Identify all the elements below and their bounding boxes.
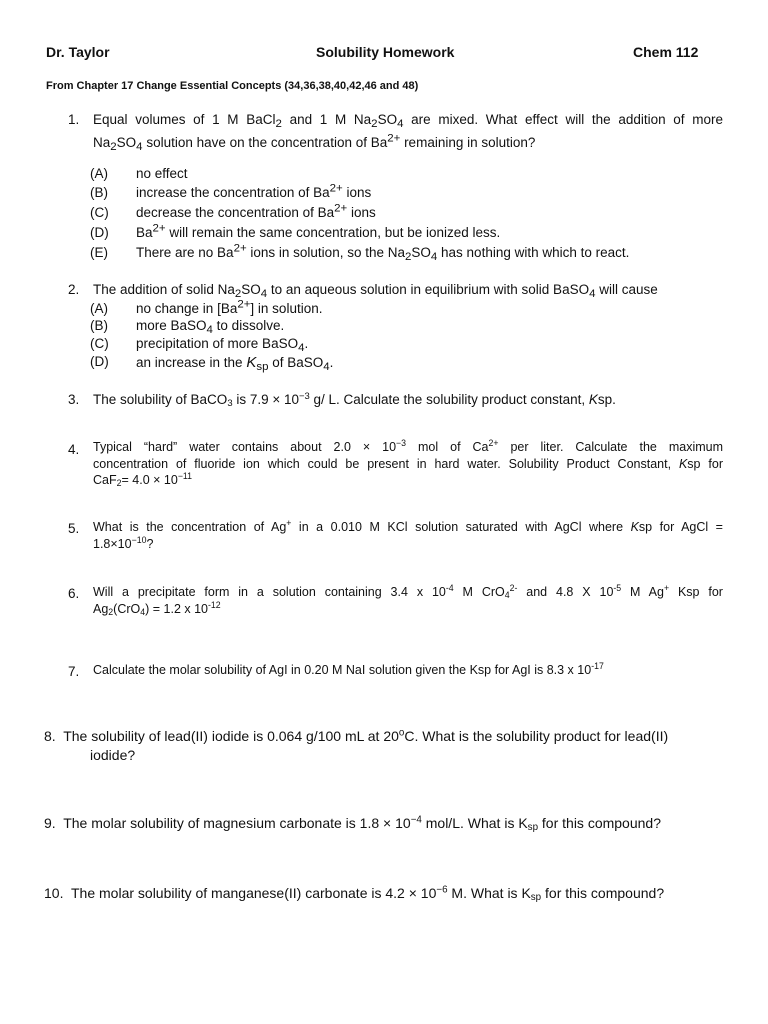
- question-text: [93, 108, 723, 154]
- question-text: [93, 519, 723, 552]
- question-line: What is the concentration of Ag+ in a 0.010 M KCl solution saturated with AgCl where Ksp for AgCl =: [93, 518, 723, 534]
- question-3: [68, 388, 728, 410]
- question-text: [93, 439, 723, 489]
- chapter-subtitle: From Chapter 17 Change Essential Concepts (34,36,38,40,42,46 and 48): [46, 80, 419, 92]
- question-line: concentration of fluoride ion which could be present in hard water. Solubility Product Constant, Ksp for: [93, 456, 723, 471]
- question-4: [68, 438, 723, 490]
- question-line: iodide?: [90, 747, 136, 763]
- question-number: 3.: [68, 392, 80, 407]
- question-text: Calculate the molar solubility of AgI in 0.20 M NaI solution given the Ksp for AgI is 8.3 x $10^{-17}$: [93, 661, 604, 677]
- question-number: 4.: [68, 442, 80, 457]
- question-number: 6.: [68, 586, 80, 601]
- question-line: Typical “hard” water contains about $2.0 \times 10^{-3}$ mol of $Ca^{2+}$ per liter. Calculate the maximum: [93, 438, 723, 454]
- question-text: The addition of solid $Na_2SO_4$ to an aqueous solution in equilibrium with solid BaSO$_4$ will cause: [93, 282, 658, 300]
- document-page: Dr. Taylor Solubility Homework Chem 112 From Chapter 17 Change Essential Concepts (34,36,38,40,42,46 and 48) 1. Equal volumes of 1 M BaCl$_2$ and 1 M $Na_2SO_4$ are mixed. What effect will the addition of more $Na_2SO_4$ solution have on the concentration of $Ba^{2+}$ remaining in solution? (A) no effect (B) increase the concentration of $Ba^{2+}$ ions (C) decrease the concentration of $Ba^{2+}$ ions (D) $Ba^{2+}$ will remain the same concentration, but be ionized less. (E) There are no $Ba^{2+}$ ions in solution, so the $Na_2SO_4$ has nothing with which to react. 2. The addition of solid $Na_2SO_4$ to an aqueous solution in equilibrium with solid BaSO$_4$ will cause (A) no change in $[Ba^{2+}]$ in solution. (B) more BaSO$_4$ to dissolve. (C) precipitation of more BaSO$_4$. (D) an increase in the $K_{sp}$ of BaSO$_4$. 3. The solubility of BaCO$_3$ is $7.9 \times 10^{-3}$ g/ L. Calculate the solubility product constant, Ksp. 4. Typical “hard” water contains about $2.0 \times 10^{-3}$ mol of $Ca^{2+}$ per liter. Calculate the maximum concentration of fluoride ion which could be present in hard water. Solubility Product Constant, Ksp for $CaF_2= 4.0 \times 10^{-11}$ 5. What is the concentration of Ag+ in a 0.010 M KCl solution saturated with AgCl where Ksp for AgCl = $1.8\times 10^{-10}$? 6. Will a precipitate form in a solution containing 3.4 x $10^{-4}$ M CrO$_4^{2-}$ and 4.8 X $10^{-5}$ M Ag+ Ksp for $Ag_2(CrO_4) = 1.2$ x $10^{-12}$ 7. Calculate the molar solubility of AgI in 0.20 M NaI solution given the Ksp for AgI is 8.3 x $10^{-17}$ 8. The solubility of lead(II) iodide is 0.064 g/100 mL at 20$^o$C. What is the solubility product for lead(II) iodide? 9. The molar solubility of magnesium carbonate is $1.8 \times 10^{-4}$ mol/L. What is $K_{sp}$ for this compound? 10. The molar solubility of manganese(II) carbonate is $4.2 \times 10^{-6}$ M. What is $K_{sp}$ for this compound?: [0, 0, 768, 1024]
- question-text: The solubility of BaCO$_3$ is $7.9 \times 10^{-3}$ g/ L. Calculate the solubility product constant, Ksp.: [93, 390, 616, 409]
- question-text: [93, 584, 723, 617]
- question-number: 5.: [68, 521, 80, 536]
- question-5: [68, 517, 723, 553]
- question-number: 2.: [68, 282, 80, 297]
- question-line: 8. The solubility of lead(II) iodide is 0.064 g/100 mL at 20$^o$C. What is the solubility product for lead(II): [44, 727, 669, 744]
- question-2: [68, 278, 728, 300]
- question-line: $1.8\times 10^{-10}$?: [93, 534, 154, 551]
- question-line: $CaF_2= 4.0 \times 10^{-11}$: [93, 471, 193, 488]
- instructor-name: Dr. Taylor: [46, 44, 110, 60]
- question-8: [44, 727, 724, 767]
- question-line: $Na_2SO_4$ solution have on the concentration of $Ba^{2+}$ remaining in solution?: [93, 132, 536, 153]
- question-6: [68, 582, 723, 618]
- question-number: 9.: [44, 815, 56, 831]
- question-line: Equal volumes of 1 M BaCl$_2$ and 1 M $Na_2SO_4$ are mixed. What effect will the addition of more: [93, 112, 724, 130]
- page-title: Solubility Homework: [316, 44, 455, 60]
- question-line: $Ag_2(CrO_4) = 1.2$ x $10^{-12}$: [93, 599, 221, 617]
- question-number: 10.: [44, 885, 64, 901]
- course-code: Chem 112: [633, 44, 699, 60]
- question-line: Will a precipitate form in a solution containing 3.4 x $10^{-4}$ M CrO$_4^{2-}$ and 4.8 X $10^{-5}$ M Ag+ Ksp for: [93, 583, 723, 600]
- question-9: 9. The molar solubility of magnesium carbonate is $1.8 \times 10^{-4}$ mol/L. What is $K_{sp}$ for this compound?: [44, 814, 661, 833]
- question-7: [68, 660, 728, 682]
- question-number: 1.: [68, 112, 80, 127]
- question-1: [68, 108, 723, 158]
- question-number: 8.: [44, 728, 56, 744]
- question-number: 7.: [68, 664, 80, 679]
- question-10: 10. The molar solubility of manganese(II) carbonate is $4.2 \times 10^{-6}$ M. What is $K_{sp}$ for this compound?: [44, 884, 665, 903]
